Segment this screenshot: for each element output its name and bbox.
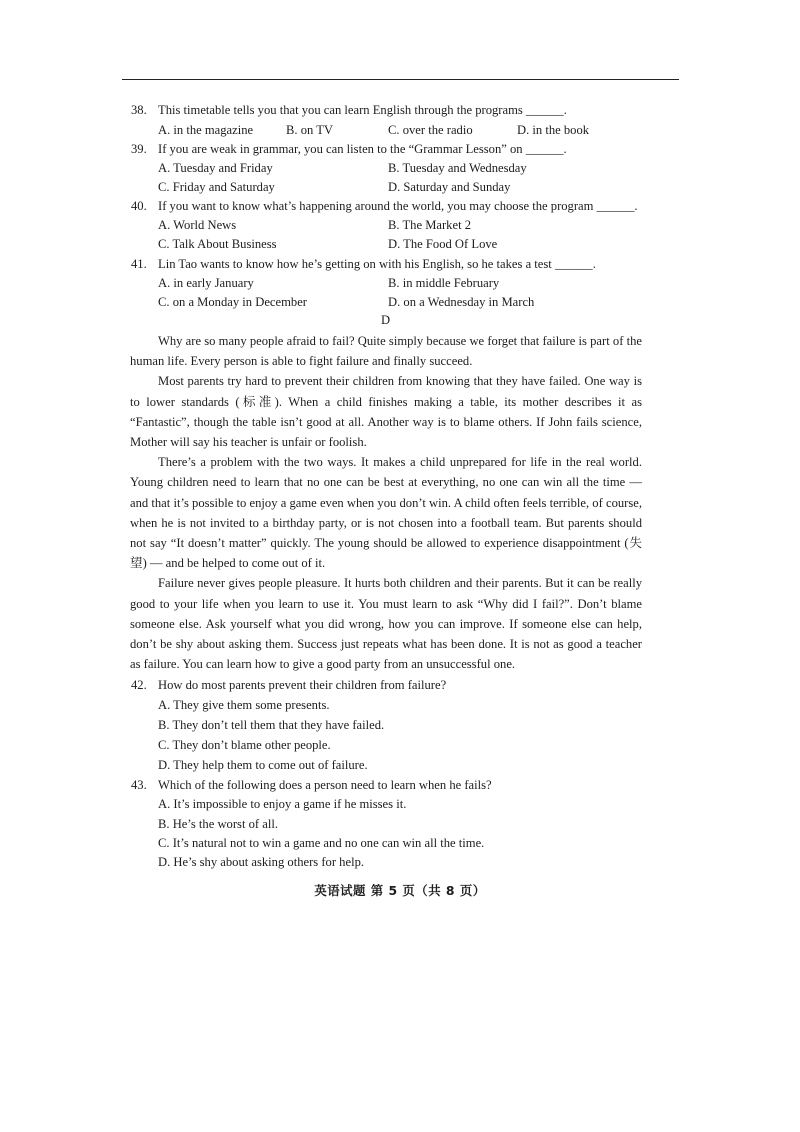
passage-paragraph: Most parents try hard to prevent their children from knowing that they have failed. One way is to lower standards (标准). When a child finishes making a table, its mother describes it as “Fantastic”, though the table isn’t good at all. Another way is to blame others. If John fails science, Mother will say his teacher is unfair or foolish.: [130, 374, 642, 450]
question-number: 39.: [131, 142, 147, 156]
passage-paragraph: Failure never gives people pleasure. It hurts both children and their parents. But it can be really good to your life when you learn to use it. You must learn to ask “Why did I fail?”. Don’t blame someone else. Ask yourself what you did wrong, how you can improve. If someone else can help, don’t be shy about asking them. Success just repeats what has been done. It is not as good a teacher as failure. You can learn how to give a good party from an unsuccessful one.: [130, 576, 642, 672]
question-stem: Which of the following does a person need to learn when he fails?: [158, 778, 492, 792]
option-d: D. Saturday and Sunday: [388, 180, 511, 194]
option-a: A. World News: [158, 218, 237, 232]
question-41: [131, 255, 596, 274]
question-number: 43.: [131, 778, 147, 792]
passage-paragraph: Why are so many people afraid to fail? Quite simply because we forget that failure is part of the human life. Every person is able to fight failure and finally succeed.: [130, 334, 642, 369]
option-a: A. They give them some presents.: [158, 698, 330, 712]
option-b: B. The Market 2: [388, 218, 472, 232]
option-d: D. in the book: [517, 123, 590, 137]
page-footer: 英语试题 第 5 页（共 8 页）: [314, 883, 486, 898]
question-stem: Lin Tao wants to know how he’s getting on with his English, so he takes a test ______.: [158, 257, 596, 271]
options-40: [158, 216, 658, 256]
question-number: 41.: [131, 257, 147, 271]
question-stem: This timetable tells you that you can learn English through the programs ______.: [158, 103, 567, 117]
option-d: D. on a Wednesday in March: [388, 295, 535, 309]
question-stem: If you want to know what’s happening around the world, you may choose the program ______.: [158, 199, 638, 213]
reading-passage: [130, 331, 642, 674]
options-41: [158, 274, 658, 314]
option-b: B. He’s the worst of all.: [158, 817, 278, 831]
option-b: B. on TV: [286, 123, 333, 137]
option-a: A. in early January: [158, 276, 254, 290]
section-letter: D: [381, 313, 391, 327]
question-38: [131, 101, 567, 120]
question-stem: If you are weak in grammar, you can listen to the “Grammar Lesson” on ______.: [158, 142, 567, 156]
option-c: C. It’s natural not to win a game and no one can win all the time.: [158, 836, 485, 850]
question-number: 40.: [131, 199, 147, 213]
options-42: [158, 696, 658, 776]
question-number: 42.: [131, 678, 147, 692]
option-d: D. He’s shy about asking others for help.: [158, 855, 365, 869]
option-b: B. They don’t tell them that they have failed.: [158, 718, 385, 732]
options-38: [158, 121, 658, 141]
option-c: C. They don’t blame other people.: [158, 738, 331, 752]
options-39: [158, 159, 658, 199]
question-39: [131, 140, 567, 159]
header-rule: [122, 79, 679, 80]
question-43: [131, 776, 492, 795]
option-d: D. The Food Of Love: [388, 237, 498, 251]
option-a: A. It’s impossible to enjoy a game if he misses it.: [158, 797, 407, 811]
option-c: C. over the radio: [388, 123, 473, 137]
option-a: A. Tuesday and Friday: [158, 161, 273, 175]
options-43: [158, 795, 658, 875]
question-stem: How do most parents prevent their children from failure?: [158, 678, 447, 692]
option-c: C. Talk About Business: [158, 237, 277, 251]
option-a: A. in the magazine: [158, 123, 254, 137]
question-42: [131, 676, 446, 695]
option-c: C. on a Monday in December: [158, 295, 307, 309]
passage-paragraph: There’s a problem with the two ways. It makes a child unprepared for life in the real world. Young children need to learn that no one can be best at everything, no one can win all the time — and that it’s possible to enjoy a game even when you don’t win. A child often feels terrible, of course, when he is not invited to a birthday party, or is not chosen into a football team. But parents should not say “It doesn’t matter” quickly. The young should be allowed to experience disappointment (失望) — and be helped to come out of it.: [130, 455, 642, 571]
option-b: B. Tuesday and Wednesday: [388, 161, 527, 175]
question-number: 38.: [131, 103, 147, 117]
option-c: C. Friday and Saturday: [158, 180, 275, 194]
option-d: D. They help them to come out of failure.: [158, 758, 368, 772]
option-b: B. in middle February: [388, 276, 500, 290]
question-40: [131, 197, 638, 216]
